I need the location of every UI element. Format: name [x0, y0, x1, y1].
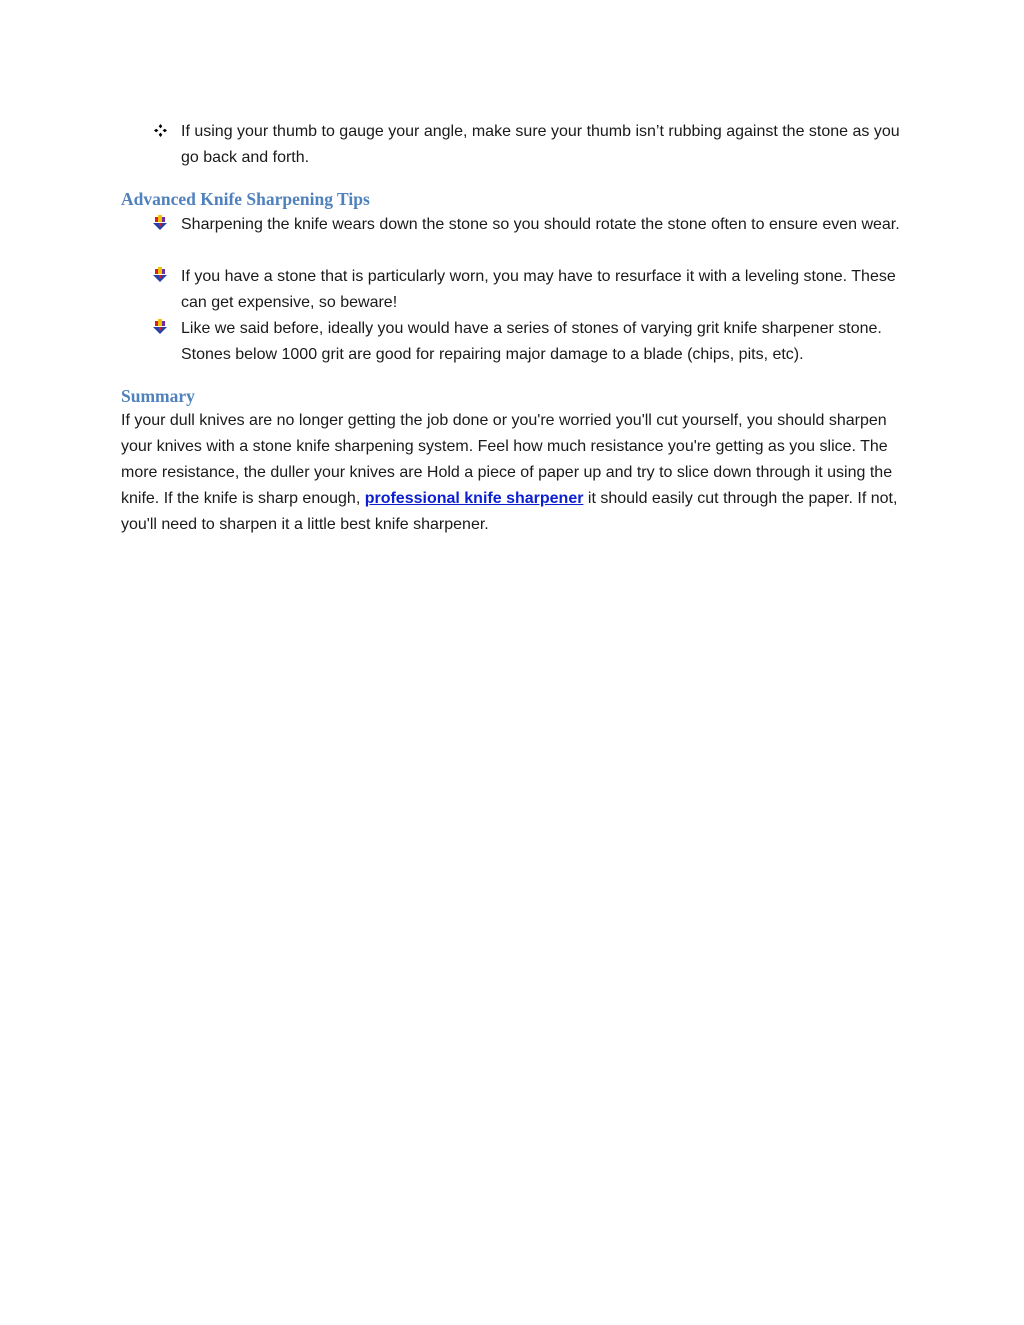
- list-item-text: Sharpening the knife wears down the stone so you should rotate the stone often to ensure even wear.: [181, 216, 900, 233]
- summary-text-after-link: it should easily cut through the paper. If not, you'll need to sharpen it a little best knife sharpener.: [121, 490, 898, 533]
- list-item-text: Like we said before, ideally you would have a series of stones of varying grit knife sharpener stone. Stones below 1000 grit are good for repairing major damage to a blade (chips, pits, etc).: [181, 320, 882, 363]
- section-heading-summary: Summary: [121, 386, 195, 406]
- summary-paragraph: [121, 408, 911, 538]
- arrow-bullet-icon: [152, 316, 168, 338]
- list-item: [152, 264, 912, 316]
- professional-knife-sharpener-link[interactable]: professional knife sharpener: [364, 490, 584, 507]
- list-item: [152, 119, 912, 171]
- arrow-bullet-icon: [152, 212, 168, 234]
- list-item-text: If using your thumb to gauge your angle, make sure your thumb isn’t rubbing against the stone as you go back and forth.: [181, 123, 900, 166]
- list-item: [152, 316, 912, 368]
- section-heading-advanced: Advanced Knife Sharpening Tips: [121, 189, 370, 209]
- diamond-cluster-icon: [152, 119, 168, 141]
- list-item-text: If you have a stone that is particularly worn, you may have to resurface it with a leveling stone. These can get expensive, so beware!: [181, 268, 896, 311]
- summary-text-before-link: If your dull knives are no longer getting the job done or you're worried you'll cut yourself, you should sharpen your knives with a stone knife sharpening system. Feel how much resistance you're getting as you slice. The more resistance, the duller your knives are Hold a piece of paper up and try to slice down through it using the knife. If the knife is sharp enough,: [121, 412, 893, 507]
- list-item: [152, 212, 912, 238]
- arrow-bullet-icon: [152, 264, 168, 286]
